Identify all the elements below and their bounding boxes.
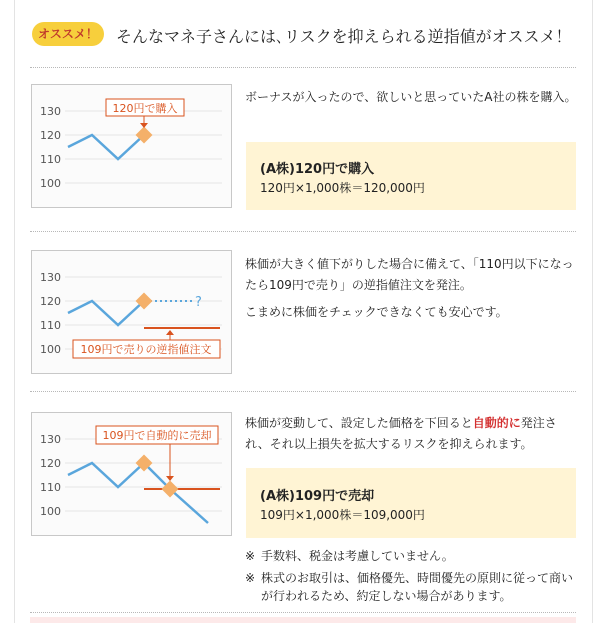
y-tick-label: 120 xyxy=(40,457,61,470)
annotation-stop-label: 109円で売りの逆指値注文 xyxy=(80,343,212,356)
divider xyxy=(30,391,576,392)
chart-stop-order-svg xyxy=(32,251,231,373)
y-tick-label: 110 xyxy=(40,319,61,332)
section1-text: ボーナスが入ったので、欲しいと思っていたA社の株を購入。 xyxy=(245,90,577,104)
note-mark: ※ xyxy=(245,549,256,563)
y-tick-label: 100 xyxy=(40,505,61,518)
annotation-arrowhead xyxy=(140,123,148,128)
buy-summary-title: (A株)120円で購入 xyxy=(260,162,375,177)
gridlines xyxy=(65,277,222,349)
divider xyxy=(30,612,576,613)
annotation-arrowhead xyxy=(166,330,174,335)
note-mark: ※ xyxy=(245,571,256,585)
recommend-title: そんなマネ子さんには､リスクを抑えられる逆指値がオススメ！ xyxy=(116,27,572,46)
note-fees xyxy=(245,547,580,565)
y-tick-label: 120 xyxy=(40,129,61,142)
chart-stop-order xyxy=(31,250,232,374)
sell-summary-title: (A株)109円で売却 xyxy=(260,489,375,504)
note-text: 手数料、税金は考慮していません。 xyxy=(261,549,454,563)
y-tick-label: 100 xyxy=(40,177,61,190)
section3-text-emphasis: 自動的に xyxy=(472,416,521,430)
divider xyxy=(30,67,576,68)
section3-text-before: 株価が変動して、設定した価格を下回ると xyxy=(245,416,473,430)
chart-buy xyxy=(31,84,232,208)
gridlines xyxy=(65,439,222,511)
y-tick-label: 120 xyxy=(40,295,61,308)
y-tick-label: 130 xyxy=(40,105,61,118)
recommend-badge: オススメ！ xyxy=(32,22,104,46)
sell-summary-box xyxy=(246,468,576,538)
price-line xyxy=(68,463,208,523)
y-tick-label: 130 xyxy=(40,271,61,284)
price-line xyxy=(68,135,144,159)
chart-buy-svg xyxy=(32,85,231,207)
chart-auto-sell xyxy=(31,412,232,536)
note-text: 株式のお取引は、価格優先、時間優先の原則に従って商いが行われるため、約定しない場合があります。 xyxy=(261,571,574,603)
y-tick-label: 110 xyxy=(40,153,61,166)
y-tick-label: 130 xyxy=(40,433,61,446)
chart-auto-sell-svg xyxy=(32,413,231,535)
next-section-strip xyxy=(30,617,576,623)
unknown-price-mark: ? xyxy=(195,295,202,310)
sell-summary-calc: 109円×1,000株＝109,000円 xyxy=(260,508,425,522)
note-execution xyxy=(245,569,580,605)
annotation-sell-label: 109円で自動的に売却 xyxy=(102,429,212,442)
annotation-arrowhead xyxy=(166,476,174,481)
section2-text-1: 株価が大きく値下がりした場合に備えて、「110円以下になったら109円で売り」の逆指値注文を発注。 xyxy=(245,257,574,292)
section2-text-2: こまめに株価をチェックできなくても安心です。 xyxy=(245,305,508,319)
buy-summary-box xyxy=(246,142,576,210)
section3-text xyxy=(245,413,580,455)
annotation-buy-label: 120円で購入 xyxy=(112,102,178,115)
y-tick-label: 110 xyxy=(40,481,61,494)
price-line xyxy=(68,301,144,325)
buy-summary-calc: 120円×1,000株＝120,000円 xyxy=(260,181,425,195)
section3-text-after: 発注され、それ以上損失を拡大するリスクを抑えられます。 xyxy=(245,416,557,451)
recommend-header xyxy=(14,18,574,54)
y-tick-label: 100 xyxy=(40,343,61,356)
divider xyxy=(30,231,576,232)
